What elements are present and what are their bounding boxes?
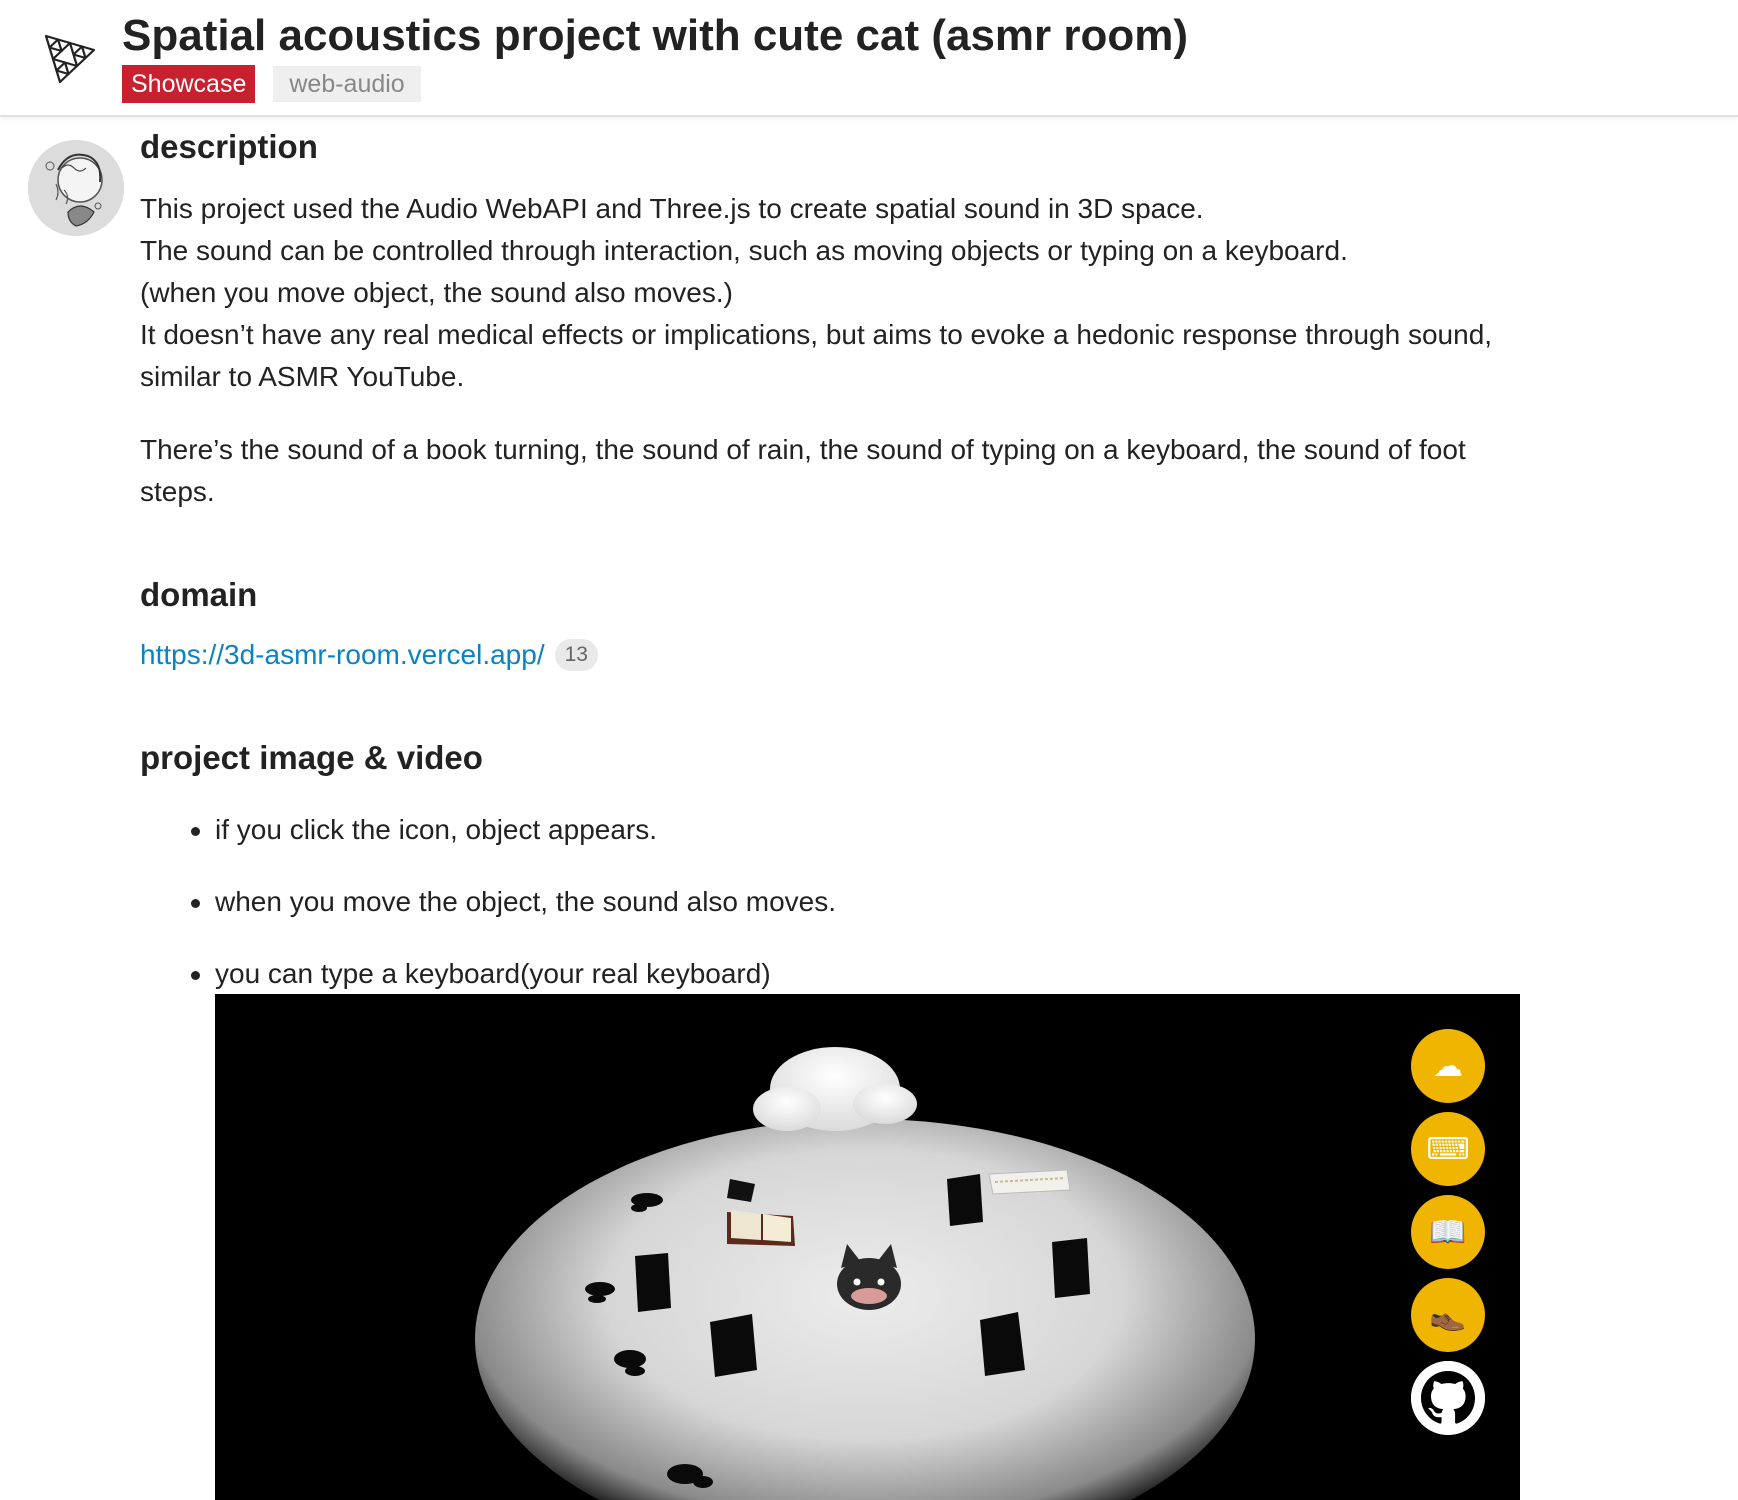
- project-screenshot[interactable]: [215, 994, 1520, 1500]
- sounds-paragraph: There’s the sound of a book turning, the sound of rain, the sound of typing on a keyboard, the sound of foot steps.: [140, 434, 1466, 507]
- category-badge[interactable]: Showcase: [122, 65, 255, 103]
- tag-web-audio[interactable]: web-audio: [273, 66, 420, 102]
- list-item: when you move the object, the sound also moves.: [140, 881, 836, 953]
- description-line: (when you move object, the sound also moves.): [140, 277, 733, 308]
- avatar[interactable]: [28, 140, 124, 236]
- footstep-button[interactable]: [1411, 1278, 1485, 1352]
- book-button[interactable]: [1411, 1195, 1485, 1269]
- topic-tags: [122, 65, 421, 103]
- rain-button[interactable]: [1411, 1029, 1485, 1103]
- keyboard-object: [989, 1170, 1070, 1194]
- list-item: you can type a keyboard(your real keyboard): [140, 953, 836, 1025]
- book-icon: 📖: [1429, 1215, 1467, 1249]
- description-line: The sound can be controlled through interaction, such as moving objects or typing on a keyboard.: [140, 235, 1348, 266]
- threejs-logo-icon[interactable]: [42, 30, 98, 86]
- domain-link[interactable]: https://3d-asmr-room.vercel.app/: [140, 639, 545, 670]
- list-item: if you click the icon, object appears.: [140, 809, 836, 881]
- description-heading: description: [140, 128, 318, 165]
- scene-render: [215, 994, 1520, 1500]
- page-title: Spatial acoustics project with cute cat (asmr room): [122, 11, 1189, 60]
- link-click-count: 13: [555, 639, 598, 671]
- rain-cloud-icon: ☁: [1433, 1049, 1463, 1083]
- description-line: It doesn’t have any real medical effects or implications, but aims to evoke a hedonic response through sound, similar to ASMR YouTube.: [140, 319, 1493, 392]
- description-paragraph: [140, 188, 1540, 398]
- media-heading: project image & video: [140, 739, 483, 776]
- keyboard-icon: ⌨: [1426, 1132, 1470, 1166]
- shoe-icon: 👞: [1429, 1298, 1467, 1332]
- instruction-list: [140, 809, 836, 1025]
- avatar-illustration-icon: [28, 140, 124, 236]
- cloud-object: [753, 1047, 917, 1131]
- domain-link-row: [140, 634, 598, 676]
- description-line: This project used the Audio WebAPI and Three.js to create spatial sound in 3D space.: [140, 193, 1204, 224]
- keyboard-button[interactable]: [1411, 1112, 1485, 1186]
- github-icon: [1411, 1361, 1485, 1435]
- topic-header: [0, 0, 1738, 117]
- github-button[interactable]: [1411, 1361, 1485, 1435]
- domain-heading: domain: [140, 576, 258, 613]
